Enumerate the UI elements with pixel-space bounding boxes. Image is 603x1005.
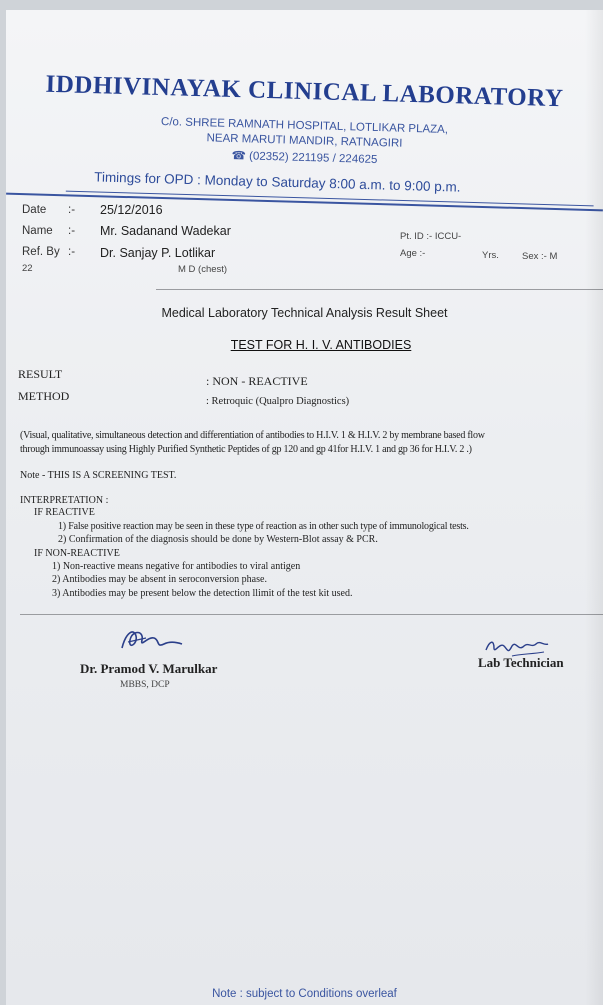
referring-doctor: Dr. Sanjay P. Lotlikar	[100, 246, 216, 260]
test-title: TEST FOR H. I. V. ANTIBODIES	[230, 338, 412, 352]
ref-extra: 22	[22, 263, 33, 274]
address-line-1: C/o. SHREE RAMNATH HOSPITAL, LOTLIKAR PLAZA,	[160, 115, 449, 137]
test-description-line-1: (Visual, qualitative, simultaneous detection and differentiation of antibodies to H.I.V. 1 & H.I.V. 2 by membrane based flow	[20, 430, 485, 441]
method-label: METHOD	[18, 389, 70, 403]
opd-timings: Timings for OPD : Monday to Saturday 8:00 a.m. to 9:00 p.m.	[66, 169, 594, 207]
sheet-title: Medical Laboratory Technical Analysis Result Sheet	[161, 306, 448, 320]
page-edge-shadow	[585, 10, 603, 1005]
nonreactive-item: 2) Antibodies may be absent in seroconversion phase.	[52, 574, 267, 585]
name-label: Name	[22, 225, 53, 237]
method-value: : Retroquic (Qualpro Diagnostics)	[206, 396, 350, 407]
nonreactive-item: 1) Non-reactive means negative for antibodies to viral antigen	[52, 561, 301, 572]
lab-name: IDDHIVINAYAK CLINICAL LABORATORY	[45, 70, 564, 113]
result-value: : NON - REACTIVE	[206, 374, 308, 388]
footer-note: Note : subject to Conditions overleaf	[212, 988, 397, 1000]
report-date: 25/12/2016	[100, 203, 163, 217]
if-nonreactive-heading: IF NON-REACTIVE	[34, 548, 120, 559]
age-unit: Yrs.	[482, 250, 499, 261]
doctor-qualification: MBBS, DCP	[120, 680, 170, 690]
doctor-signature	[116, 622, 188, 658]
interpretation-divider	[20, 614, 603, 615]
report-paper	[6, 10, 603, 1005]
reactive-item: 1) False positive reaction may be seen in these type of reaction as in other such type of immunological tests.	[58, 521, 469, 532]
details-divider	[156, 289, 603, 290]
result-label: RESULT	[18, 367, 63, 381]
if-reactive-heading: IF REACTIVE	[34, 507, 95, 518]
patient-sex: Sex :- M	[522, 251, 558, 262]
name-separator: :-	[68, 225, 76, 237]
interpretation-heading: INTERPRETATION :	[20, 495, 109, 506]
date-label: Date	[22, 204, 47, 216]
patient-id: Pt. ID :- ICCU-	[400, 231, 462, 242]
lab-technician-label: Lab Technician	[478, 655, 564, 670]
phone-number: ☎ (02352) 221195 / 224625	[231, 149, 378, 167]
doctor-name: Dr. Pramod V. Marulkar	[80, 661, 218, 676]
patient-age: Age :-	[400, 248, 426, 259]
nonreactive-item: 3) Antibodies may be present below the detection llimit of the test kit used.	[52, 588, 353, 599]
referring-doctor-qualification: M D (chest)	[178, 264, 228, 275]
test-description-line-2: through immunoassay using Highly Purified Synthetic Peptides of gp 120 and gp 41for H.I.V. 1 and gp 36 for H.I.V. 2 .)	[20, 444, 472, 455]
reactive-item: 2) Confirmation of the diagnosis should be done by Western-Blot assay & PCR.	[58, 534, 378, 545]
ref-label: Ref. By	[22, 246, 60, 258]
screening-note: Note - THIS IS A SCREENING TEST.	[20, 470, 177, 481]
ref-separator: :-	[68, 246, 76, 258]
address-line-2: NEAR MARUTI MANDIR, RATNAGIRI	[206, 132, 403, 150]
patient-name: Mr. Sadanand Wadekar	[100, 224, 231, 238]
date-separator: :-	[68, 204, 76, 216]
